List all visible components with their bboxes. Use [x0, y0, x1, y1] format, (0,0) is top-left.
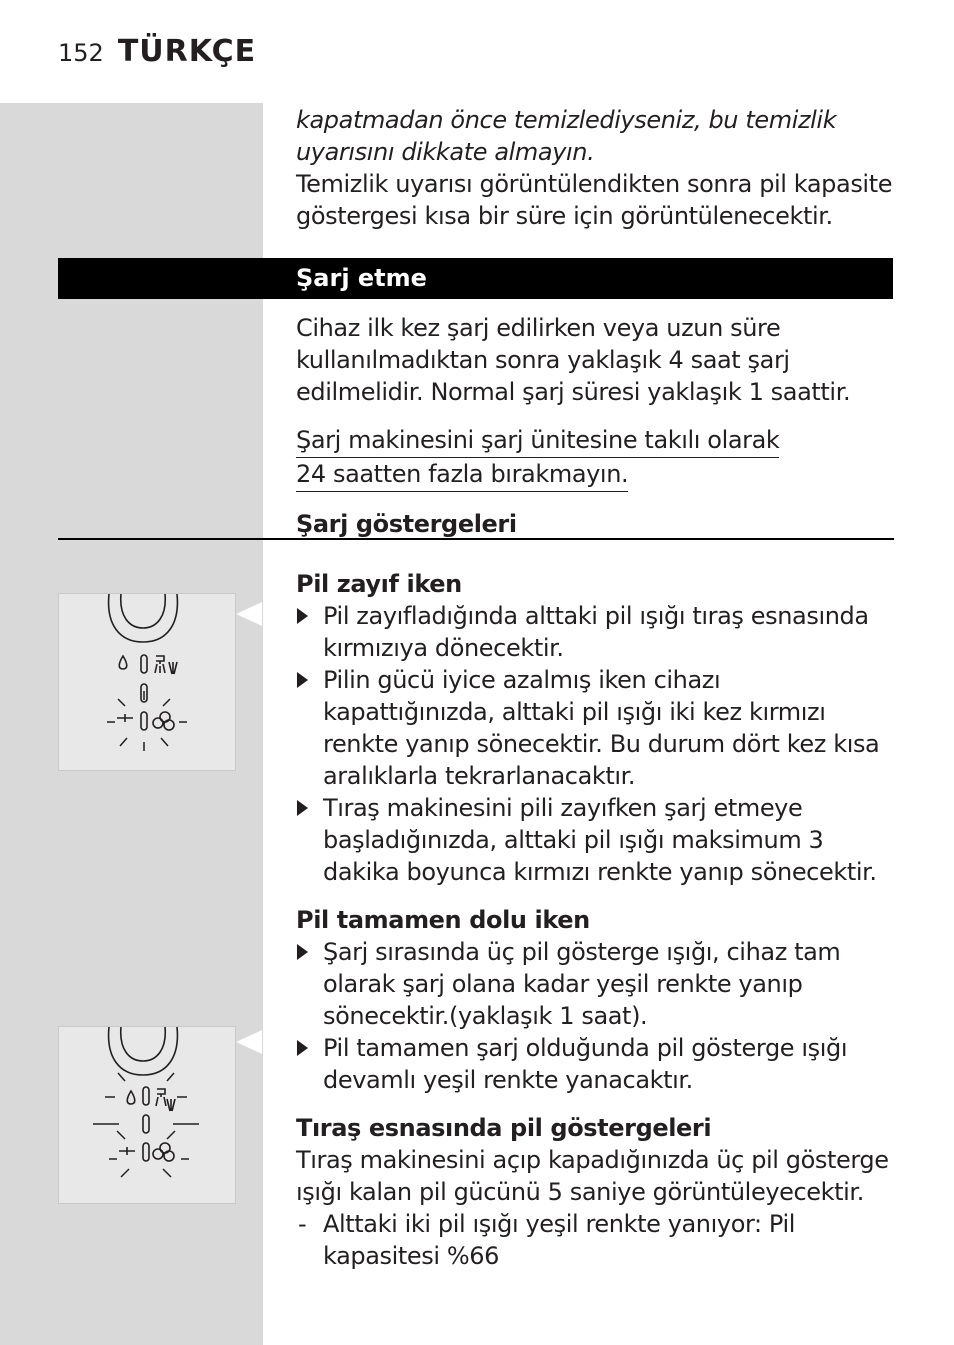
illustration-low-battery — [58, 593, 236, 771]
shaving-indicator-text: Tıraş makinesini açıp kapadığınızda üç pil gösterge ışığı kalan pil gücünü 5 saniye görüntüleyecektir. — [296, 1146, 889, 1206]
illustration-full-battery — [58, 1026, 236, 1204]
charging-paragraph: Cihaz ilk kez şarj edilirken veya uzun süre kullanılmadıktan sonra yaklaşık 4 saat şarj edilmelidir. Normal şarj süresi yaklaşık 1 saattir. — [296, 314, 851, 406]
intro-italic-text: kapatmadan önce temizlediyseniz, bu temizlik uyarısını dikkate almayın. — [296, 106, 837, 166]
dash-symbol: - — [298, 1210, 307, 1238]
full-battery-list — [296, 936, 896, 1096]
warning-line-1: Şarj makinesini şarj ünitesine takılı olarak — [296, 424, 779, 458]
low-battery-title: Pil zayıf iken — [296, 570, 462, 598]
low-battery-list — [296, 600, 896, 888]
list-item: Pilin gücü iyice azalmış iken cihazı kapattığınızda, alttaki pil ışığı iki kez kırmızı renkte yanıp sönecektir. Bu durum dört kez kısa aralıklarla tekrarlanacaktır. — [296, 664, 896, 792]
list-item: Şarj sırasında üç pil gösterge ışığı, cihaz tam olarak şarj olana kadar yeşil renkte yanıp sönecektir.(yaklaşık 1 saat). — [296, 936, 896, 1032]
indicators-title: Şarj göstergeleri — [296, 510, 517, 538]
indicators-block — [296, 568, 896, 1272]
section-title-charging: Şarj etme — [296, 264, 427, 292]
illustration-pointer — [236, 602, 262, 626]
page-number: 152 — [58, 39, 104, 67]
charging-warning — [296, 424, 896, 492]
intro-block — [296, 104, 896, 232]
bullet-triangle-icon — [297, 800, 308, 816]
language-title: TÜRKÇE — [117, 34, 257, 69]
charging-block — [296, 312, 896, 540]
bullet-triangle-icon — [297, 1040, 308, 1056]
bullet-triangle-icon — [297, 944, 308, 960]
list-item: Tıraş makinesini pili zayıfken şarj etmeye başladığınızda, alttaki pil ışığı maksimum 3 dakika boyunca kırmızı renkte yanıp sönecektir. — [296, 792, 896, 888]
shaving-dash-list — [296, 1208, 896, 1272]
list-item: Pil tamamen şarj olduğunda pil gösterge ışığı devamlı yeşil renkte yanacaktır. — [296, 1032, 896, 1096]
full-battery-title: Pil tamamen dolu iken — [296, 906, 590, 934]
bullet-triangle-icon — [297, 672, 308, 688]
illustration-pointer — [236, 1030, 262, 1054]
shaving-indicator-title: Tıraş esnasında pil göstergeleri — [296, 1114, 712, 1142]
section-rule — [58, 538, 894, 540]
shaver-display-low-icon — [59, 594, 235, 770]
warning-line-2: 24 saatten fazla bırakmayın. — [296, 458, 628, 492]
bullet-triangle-icon — [297, 608, 308, 624]
page-header — [58, 34, 256, 69]
intro-text: Temizlik uyarısı görüntülendikten sonra pil kapasite göstergesi kısa bir süre için görüntülenecektir. — [296, 170, 893, 230]
list-item: Pil zayıfladığında alttaki pil ışığı tıraş esnasında kırmızıya dönecektir. — [296, 600, 896, 664]
shaver-display-charging-icon — [59, 1027, 235, 1203]
section-bar-charging — [58, 258, 893, 299]
list-item: - Alttaki iki pil ışığı yeşil renkte yanıyor: Pil kapasitesi %66 — [298, 1210, 796, 1270]
